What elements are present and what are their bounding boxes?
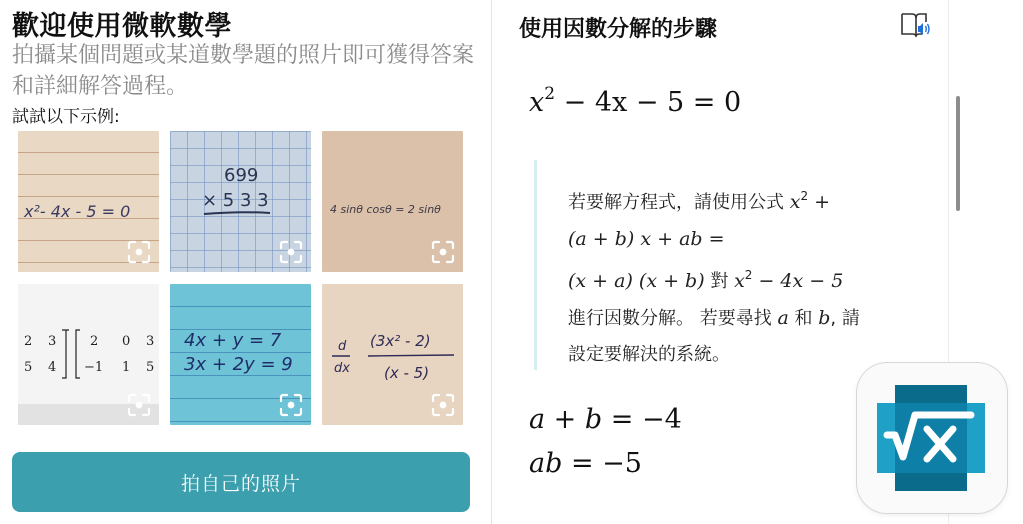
svg-text:3: 3 <box>48 334 57 349</box>
svg-text:4 sinθ cosθ = 2 sinθ: 4 sinθ cosθ = 2 sinθ <box>330 203 441 216</box>
svg-text:(x - 5): (x - 5) <box>384 364 430 382</box>
svg-text:2: 2 <box>24 334 33 349</box>
immersive-reader-icon[interactable] <box>900 10 932 40</box>
svg-text:2: 2 <box>90 334 99 349</box>
svg-text:5: 5 <box>24 360 33 375</box>
example-tile-matrix[interactable] <box>18 284 159 425</box>
example-tile-quadratic[interactable] <box>18 131 159 272</box>
take-photo-button[interactable]: 拍自己的照片 <box>12 452 470 512</box>
step-explanation: 若要解方程式，請使用公式 $x^2$ + (a + b) x + ab = (x + a) (x + b) 對 $x^2 - 4x - 5$ 進行因數分解。 若要尋找 a 和 b, 請 設定要解決的系統。 <box>568 189 860 365</box>
svg-text:dx: dx <box>334 361 350 376</box>
svg-text:(3x² - 2): (3x² - 2) <box>370 332 431 350</box>
scan-icon <box>127 240 151 264</box>
svg-text:3x + 2y = 9: 3x + 2y = 9 <box>184 354 293 375</box>
scrollbar-thumb[interactable] <box>956 96 960 211</box>
svg-text:−1: −1 <box>84 360 104 375</box>
example-grid <box>18 131 464 425</box>
scan-icon <box>279 240 303 264</box>
svg-text:1: 1 <box>122 360 131 375</box>
math-solver-app-icon <box>857 363 1007 513</box>
welcome-subtitle: 拍攝某個問題或某道數學題的照片即可獲得答案和詳細解答過程。 <box>12 43 475 99</box>
steps-title: 使用因數分解的步驟 <box>519 17 718 42</box>
svg-text:× 5 3 3: × 5 3 3 <box>202 190 269 211</box>
scan-icon <box>431 393 455 417</box>
svg-text:3: 3 <box>146 334 155 349</box>
svg-text:5: 5 <box>146 360 155 375</box>
svg-text:x²- 4x - 5 = 0: x²- 4x - 5 = 0 <box>24 202 131 221</box>
svg-text:0: 0 <box>122 334 131 349</box>
example-tile-trig[interactable] <box>322 131 463 272</box>
main-equation: $x^2 - 4x - 5 = 0$ <box>529 84 742 118</box>
svg-text:4x + y = 7: 4x + y = 7 <box>184 330 282 351</box>
welcome-title: 歡迎使用微軟數學 <box>12 11 232 42</box>
svg-text:699: 699 <box>224 165 259 186</box>
system-equation-sum: a + b = −4 <box>529 404 682 435</box>
svg-text:4: 4 <box>48 360 57 375</box>
example-tile-multiplication[interactable] <box>170 131 311 272</box>
system-equation-product: ab = −5 <box>529 448 642 479</box>
try-examples-label: 試試以下示例: <box>12 107 120 127</box>
math-solver-logo <box>857 363 1007 513</box>
example-tile-system[interactable] <box>170 284 311 425</box>
explanation-bar <box>534 160 537 370</box>
scan-icon <box>279 393 303 417</box>
svg-text:d: d <box>338 339 347 354</box>
example-tile-derivative[interactable] <box>322 284 463 425</box>
scan-icon <box>127 393 151 417</box>
scan-icon <box>431 240 455 264</box>
welcome-panel <box>0 0 490 524</box>
